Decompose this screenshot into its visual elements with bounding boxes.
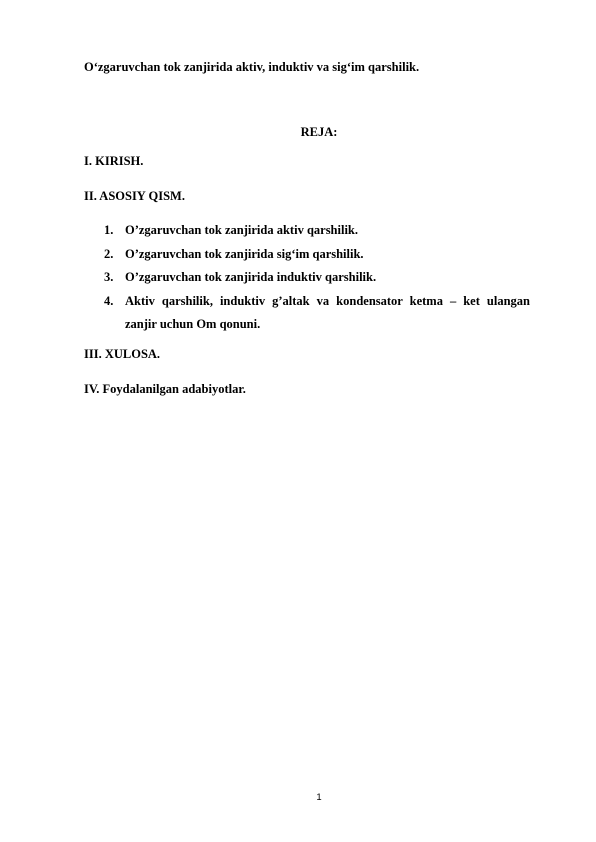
section-conclusion: III. XULOSA. — [84, 347, 161, 361]
section-main-part: II. ASOSIY QISM. — [84, 189, 185, 203]
list-item-number: 4. — [104, 293, 114, 308]
page-number: 1 — [316, 792, 322, 803]
document-title: O‘zgaruvchan tok zanjirida aktiv, induktiv va sig‘im qarshilik. — [84, 60, 420, 74]
list-item-number: 3. — [104, 270, 114, 284]
list-item — [104, 219, 530, 243]
plan-heading: REJA: — [300, 125, 338, 139]
list-item-text: Aktiv qarshilik, induktiv g’altak va kondensator ketma – ket ulangan zanjir uchun Om qonuni. — [125, 293, 530, 331]
section-references: IV. Foydalanilgan adabiyotlar. — [84, 382, 246, 396]
list-item — [104, 243, 530, 267]
list-item — [104, 266, 530, 290]
list-item-text: O’zgaruvchan tok zanjirida aktiv qarshilik. — [125, 223, 359, 237]
main-part-list — [104, 219, 530, 337]
list-item-text: O’zgaruvchan tok zanjirida sig‘im qarshilik. — [125, 246, 364, 261]
section-introduction: I. KIRISH. — [84, 154, 144, 168]
list-item-number: 2. — [104, 246, 114, 261]
list-item-text: O’zgaruvchan tok zanjirida induktiv qarshilik. — [125, 270, 377, 284]
list-item — [104, 290, 530, 337]
list-item-number: 1. — [104, 223, 114, 237]
